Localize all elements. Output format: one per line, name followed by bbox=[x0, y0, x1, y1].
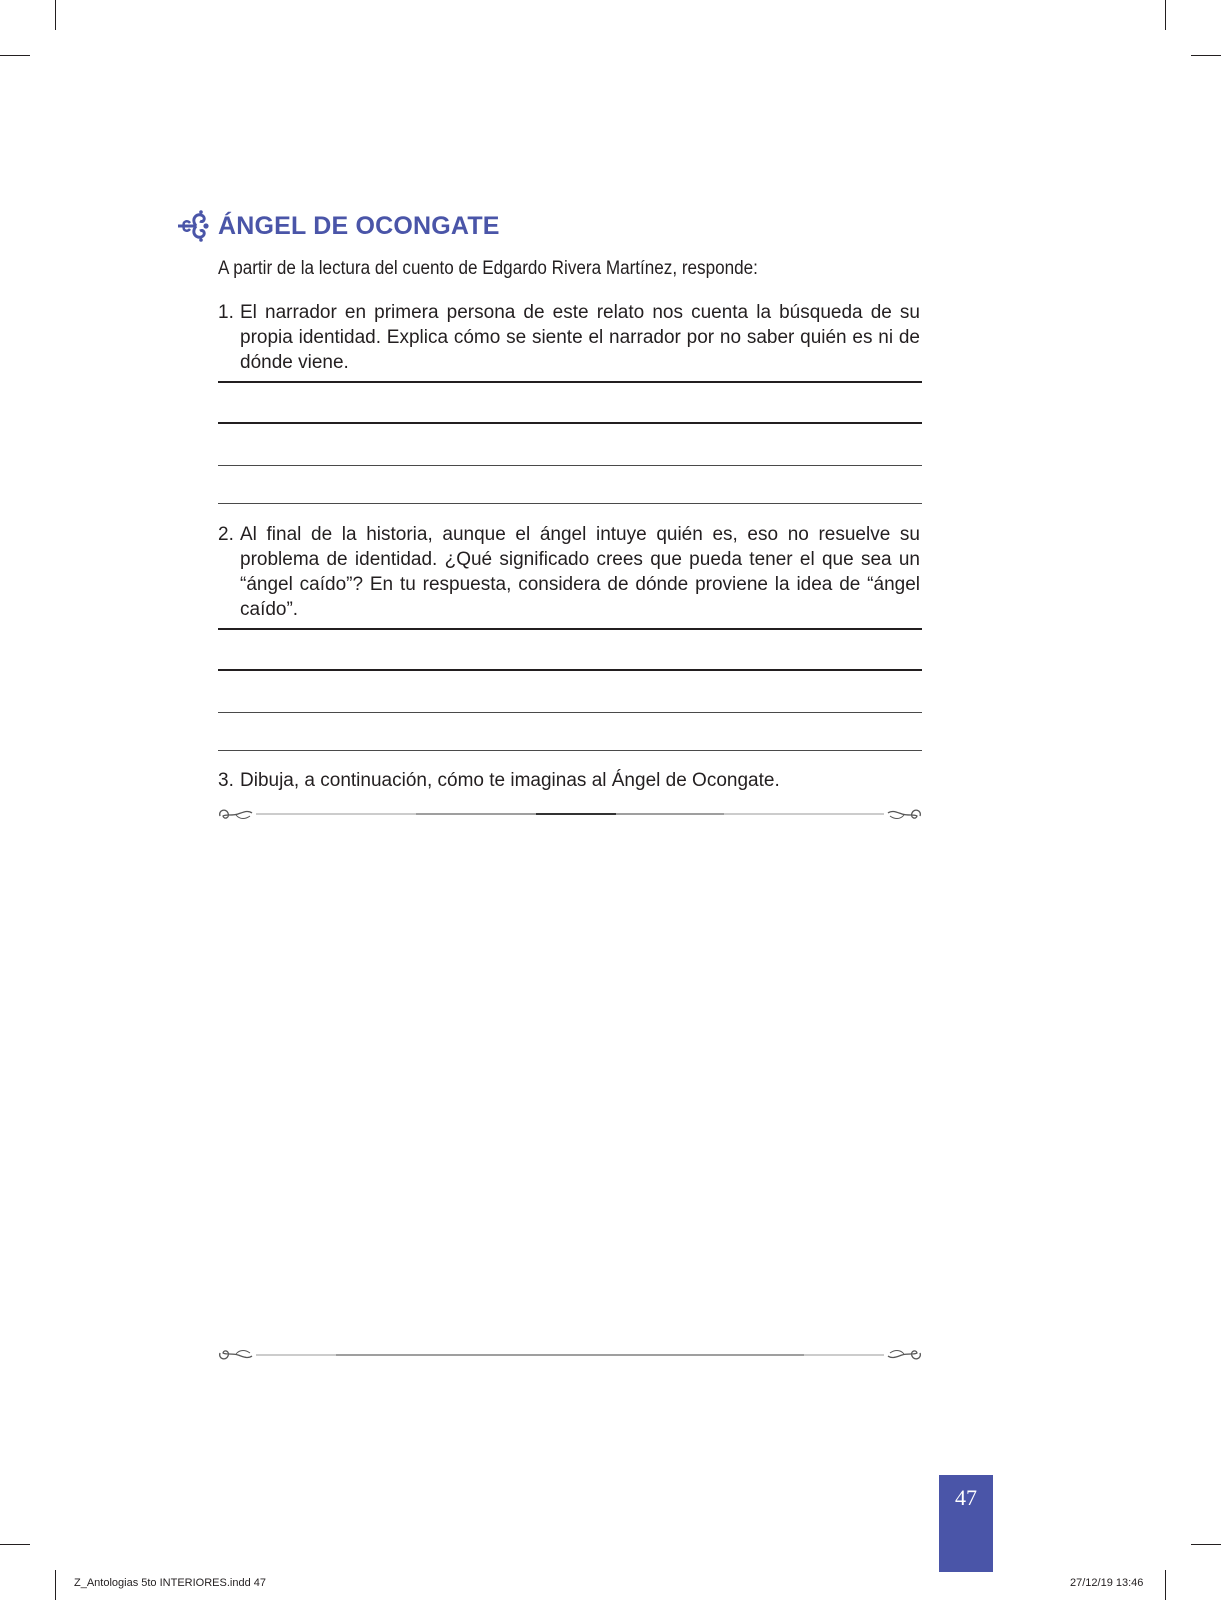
flourish-divider-bottom bbox=[216, 1343, 924, 1367]
crop-mark bbox=[0, 55, 30, 56]
crop-mark bbox=[55, 1570, 56, 1600]
section-heading bbox=[176, 208, 500, 244]
question-text: Dibuja, a continuación, cómo te imaginas al Ángel de Ocongate. bbox=[240, 770, 780, 791]
instructions: A partir de la lectura del cuento de Edgardo Rivera Martínez, responde: bbox=[218, 258, 758, 279]
answer-line[interactable] bbox=[218, 381, 922, 383]
answer-line[interactable] bbox=[218, 422, 922, 424]
question-2 bbox=[218, 522, 920, 622]
page-title: ÁNGEL DE OCONGATE bbox=[218, 211, 500, 240]
question-number: 3. bbox=[218, 770, 234, 791]
page-number: 47 bbox=[955, 1485, 977, 1510]
crop-mark bbox=[1191, 1544, 1221, 1545]
question-number: 2. bbox=[218, 524, 234, 545]
answer-line[interactable] bbox=[218, 503, 922, 504]
answer-line[interactable] bbox=[218, 628, 922, 630]
drawing-area[interactable] bbox=[218, 830, 922, 1340]
page-number-box bbox=[939, 1475, 993, 1572]
question-3 bbox=[218, 768, 920, 793]
fleur-de-lis-icon bbox=[176, 208, 212, 244]
question-1 bbox=[218, 300, 920, 375]
answer-line[interactable] bbox=[218, 669, 922, 671]
answer-line[interactable] bbox=[218, 750, 922, 751]
crop-mark bbox=[55, 0, 56, 30]
crop-mark bbox=[0, 1544, 30, 1545]
slug-datetime: 27/12/19 13:46 bbox=[1070, 1577, 1144, 1589]
question-text: Al final de la historia, aunque el ángel intuye quién es, eso no resuelve su problema de identidad. ¿Qué significado crees que pueda tener el que sea un “ángel caído”? En tu respuesta, considera de dónde proviene la idea de “ángel caído”. bbox=[240, 524, 920, 620]
crop-mark bbox=[1191, 55, 1221, 56]
answer-line[interactable] bbox=[218, 465, 922, 466]
flourish-divider-top bbox=[216, 802, 924, 826]
answer-line[interactable] bbox=[218, 712, 922, 713]
question-number: 1. bbox=[218, 302, 234, 323]
slug-filename: Z_Antologias 5to INTERIORES.indd 47 bbox=[74, 1577, 266, 1589]
question-text: El narrador en primera persona de este relato nos cuenta la búsqueda de su propia identidad. Explica cómo se siente el narrador por no saber quién es ni de dónde viene. bbox=[240, 302, 920, 373]
crop-mark bbox=[1165, 1570, 1166, 1600]
crop-mark bbox=[1165, 0, 1166, 30]
